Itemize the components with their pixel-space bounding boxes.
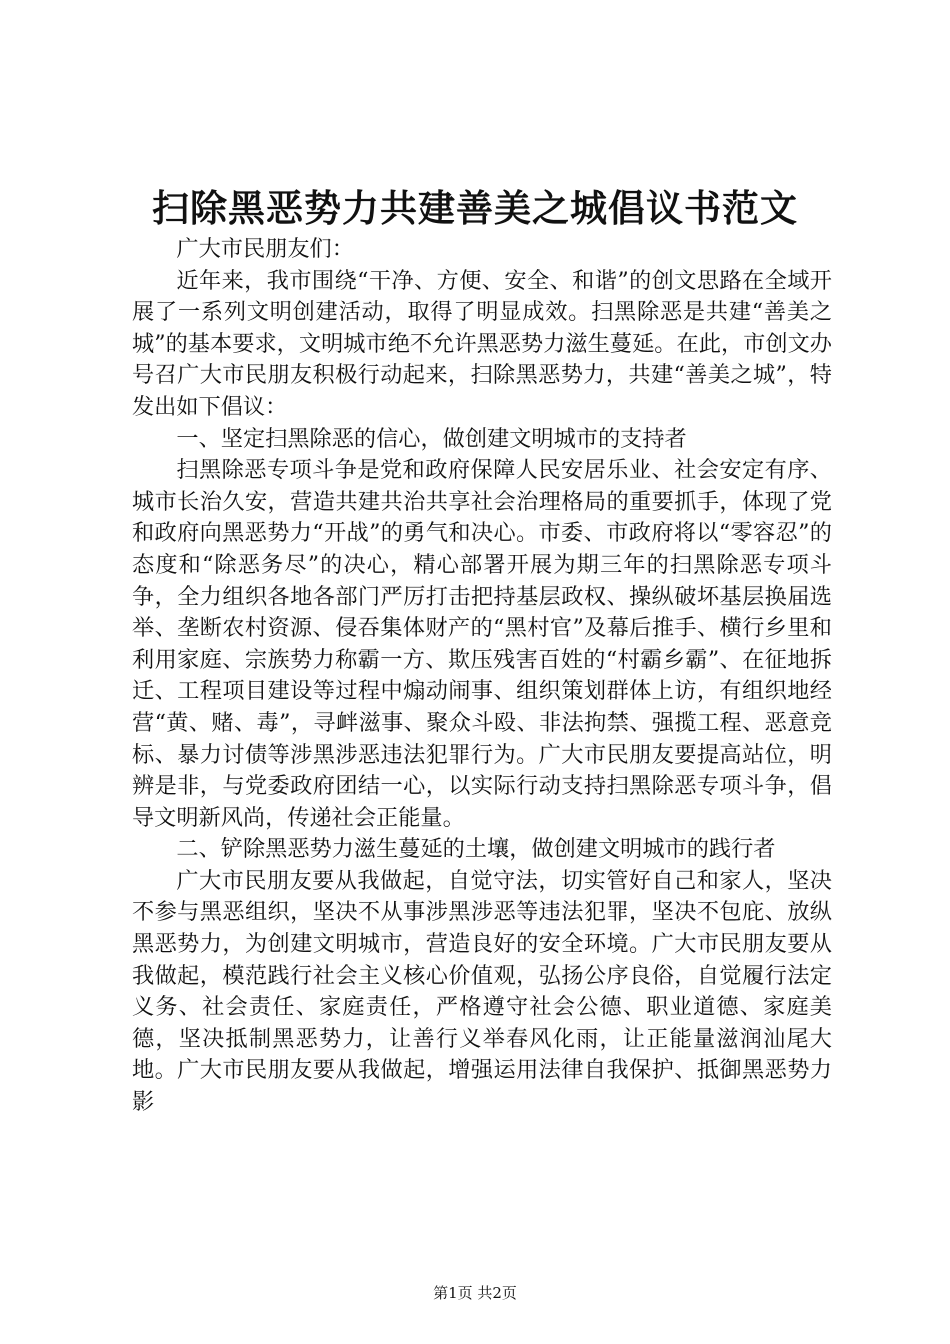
intro-paragraph: 近年来，我市围绕“干净、方便、安全、和谐”的创文思路在全域开展了一系列文明创建活动，取得了明显成效。扫黑除恶是共建“善美之城”的基本要求，文明城市绝不允许黑恶势力滋生蔓延。在此，市创文办号召广大市民朋友积极行动起来，扫除黑恶势力，共建“善美之城”，特发出如下倡议： xyxy=(132,267,832,420)
document-title: 扫除黑恶势力共建善美之城倡议书范文 xyxy=(152,186,798,230)
document-body xyxy=(132,234,832,1119)
section-heading-2: 二、铲除黑恶势力滋生蔓延的土壤，做创建文明城市的践行者 xyxy=(176,836,776,863)
section-body-1: 扫黑除恶专项斗争是党和政府保障人民安居乐业、社会安定有序、城市长治久安，营造共建共治共享社会治理格局的重要抓手，体现了党和政府向黑恶势力“开战”的勇气和决心。市委、市政府将以“零容忍”的态度和“除恶务尽”的决心，精心部署开展为期三年的扫黑除恶专项斗争，全力组织各地各部门严厉打击把持基层政权、操纵破坏基层换届选举、垄断农村资源、侵吞集体财产的“黑村官”及幕后推手、横行乡里和利用家庭、宗族势力称霸一方、欺压残害百姓的“村霸乡霸”、在征地拆迁、工程项目建设等过程中煽动闹事、组织策划群体上访，有组织地经营“黄、赌、毒”，寻衅滋事、聚众斗殴、非法拘禁、强揽工程、恶意竞标、暴力讨债等涉黑涉恶违法犯罪行为。广大市民朋友要提高站位，明辨是非，与党委政府团结一心，以实际行动支持扫黑除恶专项斗争，倡导文明新风尚，传递社会正能量。 xyxy=(132,457,832,831)
section-body-2: 广大市民朋友要从我做起，自觉守法，切实管好自己和家人，坚决不参与黑恶组织，坚决不从事涉黑涉恶等违法犯罪，坚决不包庇、放纵黑恶势力，为创建文明城市，营造良好的安全环境。广大市民朋友要从我做起，模范践行社会主义核心价值观，弘扬公序良俗，自觉履行法定义务、社会责任、家庭责任，严格遵守社会公德、职业道德、家庭美德，坚决抵制黑恶势力，让善行义举春风化雨，让正能量滋润汕尾大地。广大市民朋友要从我做起，增强运用法律自我保护、抵御黑恶势力影 xyxy=(132,867,832,1116)
salutation: 广大市民朋友们： xyxy=(176,236,354,262)
page-footer: 第1页 共2页 xyxy=(433,1284,517,1302)
section-heading-1: 一、坚定扫黑除恶的信心，做创建文明城市的支持者 xyxy=(176,425,687,452)
